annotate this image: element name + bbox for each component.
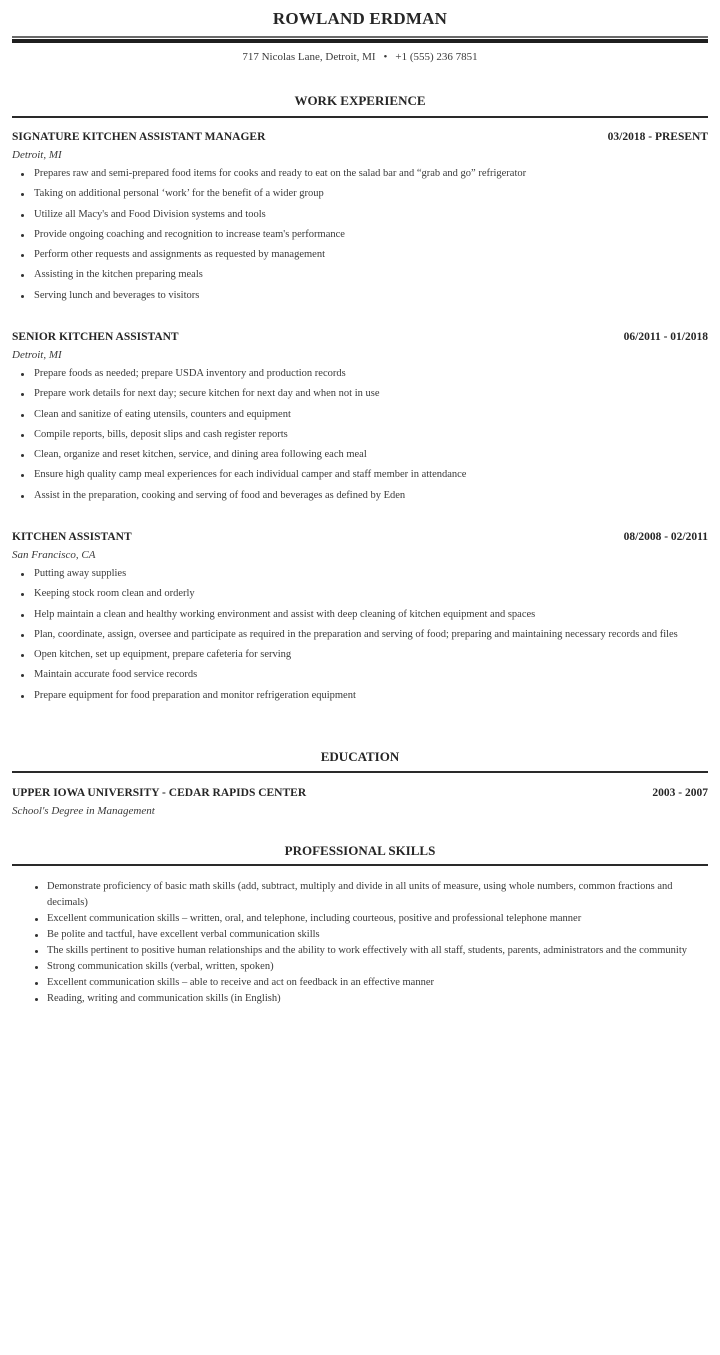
candidate-name: ROWLAND ERDMAN (272, 9, 448, 28)
list-item: Putting away supplies (34, 564, 708, 584)
section-title-professional-skills: PROFESSIONAL SKILLS (284, 843, 436, 858)
list-item: Prepare foods as needed; prepare USDA inventory and production records (34, 364, 708, 384)
job-header (12, 131, 708, 147)
section-rule (12, 116, 708, 118)
list-item: Strong communication skills (verbal, written, spoken) (47, 959, 708, 975)
list-item: Assisting in the kitchen preparing meals (34, 265, 708, 285)
list-item: Clean and sanitize of eating utensils, counters and equipment (34, 405, 708, 425)
section-rule (12, 864, 708, 866)
education-header (12, 787, 708, 803)
job-location: Detroit, MI (12, 149, 62, 161)
list-item: Demonstrate proficiency of basic math skills (add, subtract, multiply and divide in all units of measure, using whole numbers, common fractions and decimals) (47, 879, 708, 911)
job-entry (12, 531, 708, 706)
job-entry (12, 331, 708, 506)
job-bullets (12, 164, 708, 306)
job-title: SIGNATURE KITCHEN ASSISTANT MANAGER (12, 131, 266, 143)
job-bullets (12, 564, 708, 706)
list-item: Utilize all Macy's and Food Division systems and tools (34, 205, 708, 225)
job-dates: 03/2018 - PRESENT (607, 131, 708, 143)
job-entry (12, 131, 708, 306)
list-item: Excellent communication skills – able to receive and act on feedback in an effective manner (47, 975, 708, 991)
list-item: Help maintain a clean and healthy working environment and assist with deep cleaning of kitchen equipment and spaces (34, 605, 708, 625)
skills-list (12, 879, 708, 1007)
list-item: Excellent communication skills – written, oral, and telephone, including courteous, positive and professional telephone manner (47, 911, 708, 927)
contact-line (12, 51, 708, 63)
job-title: KITCHEN ASSISTANT (12, 531, 132, 543)
bullet-separator: • (383, 51, 388, 63)
list-item: Taking on additional personal ‘work’ for the benefit of a wider group (34, 184, 708, 204)
contact-address: 717 Nicolas Lane, Detroit, MI (242, 51, 376, 63)
list-item: Prepares raw and semi-prepared food items for cooks and ready to eat on the salad bar and “grab and go” refrigerator (34, 164, 708, 184)
education-dates: 2003 - 2007 (652, 787, 708, 799)
job-title: SENIOR KITCHEN ASSISTANT (12, 331, 179, 343)
job-bullets (12, 364, 708, 506)
list-item: Clean, organize and reset kitchen, service, and dining area following each meal (34, 445, 708, 465)
contact-phone: +1 (555) 236 7851 (395, 51, 478, 63)
job-dates: 06/2011 - 01/2018 (623, 331, 708, 343)
list-item: Plan, coordinate, assign, oversee and participate as required in the preparation and serving of food; preparing and maintaining necessary records and files (34, 625, 708, 645)
education-entry (12, 787, 708, 820)
skills-block (12, 879, 708, 1007)
list-item: Perform other requests and assignments as requested by management (34, 245, 708, 265)
degree: School's Degree in Management (12, 805, 155, 817)
list-item: Open kitchen, set up equipment, prepare cafeteria for serving (34, 645, 708, 665)
rule-thick (12, 39, 708, 43)
rule-thin (12, 36, 708, 38)
list-item: Keeping stock room clean and orderly (34, 584, 708, 604)
list-item: Ensure high quality camp meal experiences for each individual camper and staff member in attendance (34, 465, 708, 485)
list-item: Prepare equipment for food preparation and monitor refrigeration equipment (34, 686, 708, 706)
list-item: Provide ongoing coaching and recognition to increase team's performance (34, 225, 708, 245)
section-title-education: EDUCATION (320, 749, 400, 764)
section-title-work-experience: WORK EXPERIENCE (294, 93, 426, 108)
job-dates: 08/2008 - 02/2011 (623, 531, 708, 543)
list-item: Serving lunch and beverages to visitors (34, 286, 708, 306)
list-item: Be polite and tactful, have excellent verbal communication skills (47, 927, 708, 943)
list-item: The skills pertinent to positive human relationships and the ability to work effectively with all staff, students, parents, administrators and the community (47, 943, 708, 959)
job-header (12, 531, 708, 547)
list-item: Assist in the preparation, cooking and serving of food and beverages as defined by Eden (34, 486, 708, 506)
section-rule (12, 771, 708, 773)
job-location: San Francisco, CA (12, 549, 96, 561)
job-location: Detroit, MI (12, 349, 62, 361)
list-item: Reading, writing and communication skills (in English) (47, 991, 708, 1007)
list-item: Prepare work details for next day; secure kitchen for next day and when not in use (34, 384, 708, 404)
list-item: Compile reports, bills, deposit slips and cash register reports (34, 425, 708, 445)
header-double-rule (12, 36, 708, 43)
list-item: Maintain accurate food service records (34, 665, 708, 685)
job-header (12, 331, 708, 347)
school-name: UPPER IOWA UNIVERSITY - CEDAR RAPIDS CENTER (12, 787, 307, 799)
